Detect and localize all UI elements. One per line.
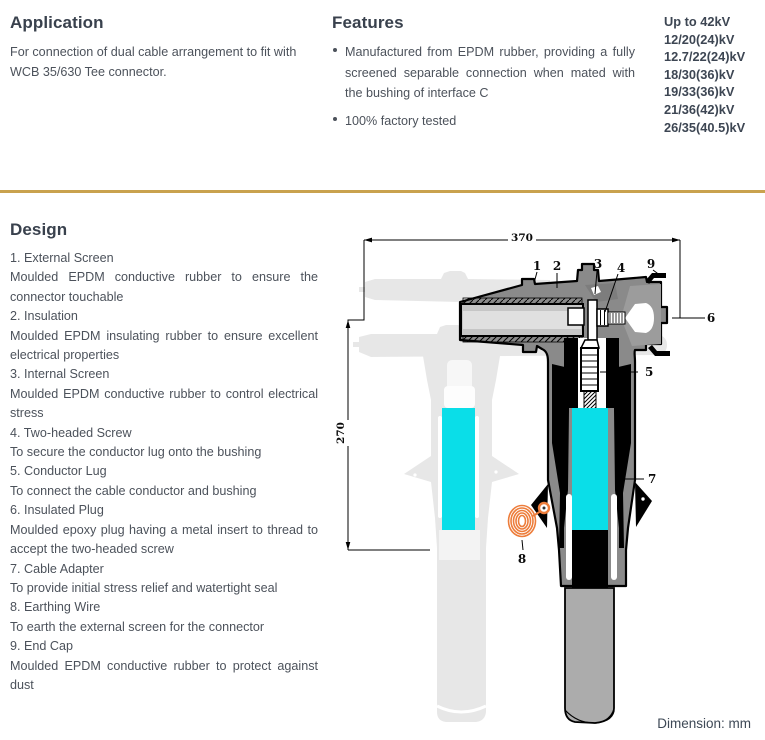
rating-line: 12/20(24)kV	[664, 31, 735, 47]
ghost-cable-insulation	[442, 408, 475, 530]
cable-conductor-strands	[584, 391, 596, 409]
two-headed-screw	[597, 309, 608, 326]
features-section	[332, 13, 635, 138]
design-item-title: 1. External Screen	[10, 251, 114, 265]
dimension-note: Dimension: mm	[657, 716, 751, 731]
design-item-desc: To earth the external screen for the connector	[10, 619, 265, 634]
application-title: Application	[10, 13, 104, 32]
section-divider	[0, 190, 765, 193]
voltage-ratings	[664, 13, 764, 136]
design-item-title: 8. Earthing Wire	[10, 600, 101, 615]
features-list	[332, 42, 635, 131]
part-label-9: 9	[646, 257, 656, 271]
rating-line: 12.7/22(24)kV	[664, 49, 746, 65]
design-item-title: 2. Insulation	[10, 309, 78, 324]
design-item-desc: Moulded EPDM conductive rubber to ensure the connector touchable	[10, 270, 318, 304]
application-section	[10, 13, 312, 82]
design-item-desc: To connect the cable conductor and bushing	[10, 483, 257, 498]
main-connector	[460, 264, 670, 723]
part-label-2: 2	[552, 259, 562, 273]
design-item-desc: To secure the conductor lug onto the bushing	[10, 445, 262, 460]
design-list	[10, 249, 318, 695]
part-label-4: 4	[616, 261, 626, 275]
part-label-6: 6	[706, 311, 716, 325]
rating-line: 21/36(42)kV	[664, 101, 735, 117]
adapter-fin-right	[635, 482, 652, 527]
cable	[565, 588, 614, 723]
feature-item	[332, 111, 635, 132]
bullet-icon	[333, 117, 337, 121]
cable-screen	[572, 530, 608, 590]
design-title: Design	[10, 220, 68, 239]
dimension-width-label: 370	[511, 232, 533, 244]
part-label-3: 3	[593, 257, 603, 271]
dimension-height-label: 270	[335, 422, 347, 444]
features-title: Features	[332, 13, 404, 32]
design-item-title: 9. End Cap	[10, 639, 74, 654]
connector-diagram	[335, 228, 765, 740]
design-item-title: 3. Internal Screen	[10, 367, 110, 382]
design-section	[10, 220, 318, 695]
part-label-1: 1	[532, 259, 542, 273]
design-item-title: 7. Cable Adapter	[10, 561, 104, 576]
design-item-title: 4. Two-headed Screw	[10, 425, 132, 440]
design-item-desc: To provide initial stress relief and watertight seal	[10, 580, 278, 595]
feature-text: Manufactured from EPDM rubber, providing a fully screened separable connection when mated with the bushing of interface C	[345, 45, 635, 100]
cable-insulation	[572, 408, 608, 530]
design-item-title: 6. Insulated Plug	[10, 503, 104, 518]
rating-line: 19/33(36)kV	[664, 84, 735, 100]
application-body: For connection of dual cable arrangement to fit with WCB 35/630 Tee connector.	[10, 45, 297, 79]
design-item-desc: Moulded EPDM conductive rubber to protect against dust	[10, 658, 318, 692]
part-label-7: 7	[648, 472, 657, 486]
design-item-desc: Moulded epoxy plug having a metal insert to thread to accept the two-headed screw	[10, 522, 318, 557]
part-label-8: 8	[517, 552, 527, 566]
design-item-desc: Moulded EPDM conductive rubber to control electrical stress	[10, 386, 318, 421]
design-item-desc: Moulded EPDM insulating rubber to ensure excellent electrical properties	[10, 328, 318, 363]
rating-line: 18/30(36)kV	[664, 66, 735, 82]
part-label-5: 5	[645, 365, 654, 379]
rating-line: 26/35(40.5)kV	[664, 119, 746, 135]
design-item-title: 5. Conductor Lug	[10, 464, 107, 479]
rating-line: Up to 42kV	[664, 14, 731, 29]
bullet-icon	[333, 48, 337, 52]
feature-item	[332, 42, 635, 104]
conductor-lug-palm	[588, 300, 597, 340]
feature-text: 100% factory tested	[345, 113, 457, 128]
